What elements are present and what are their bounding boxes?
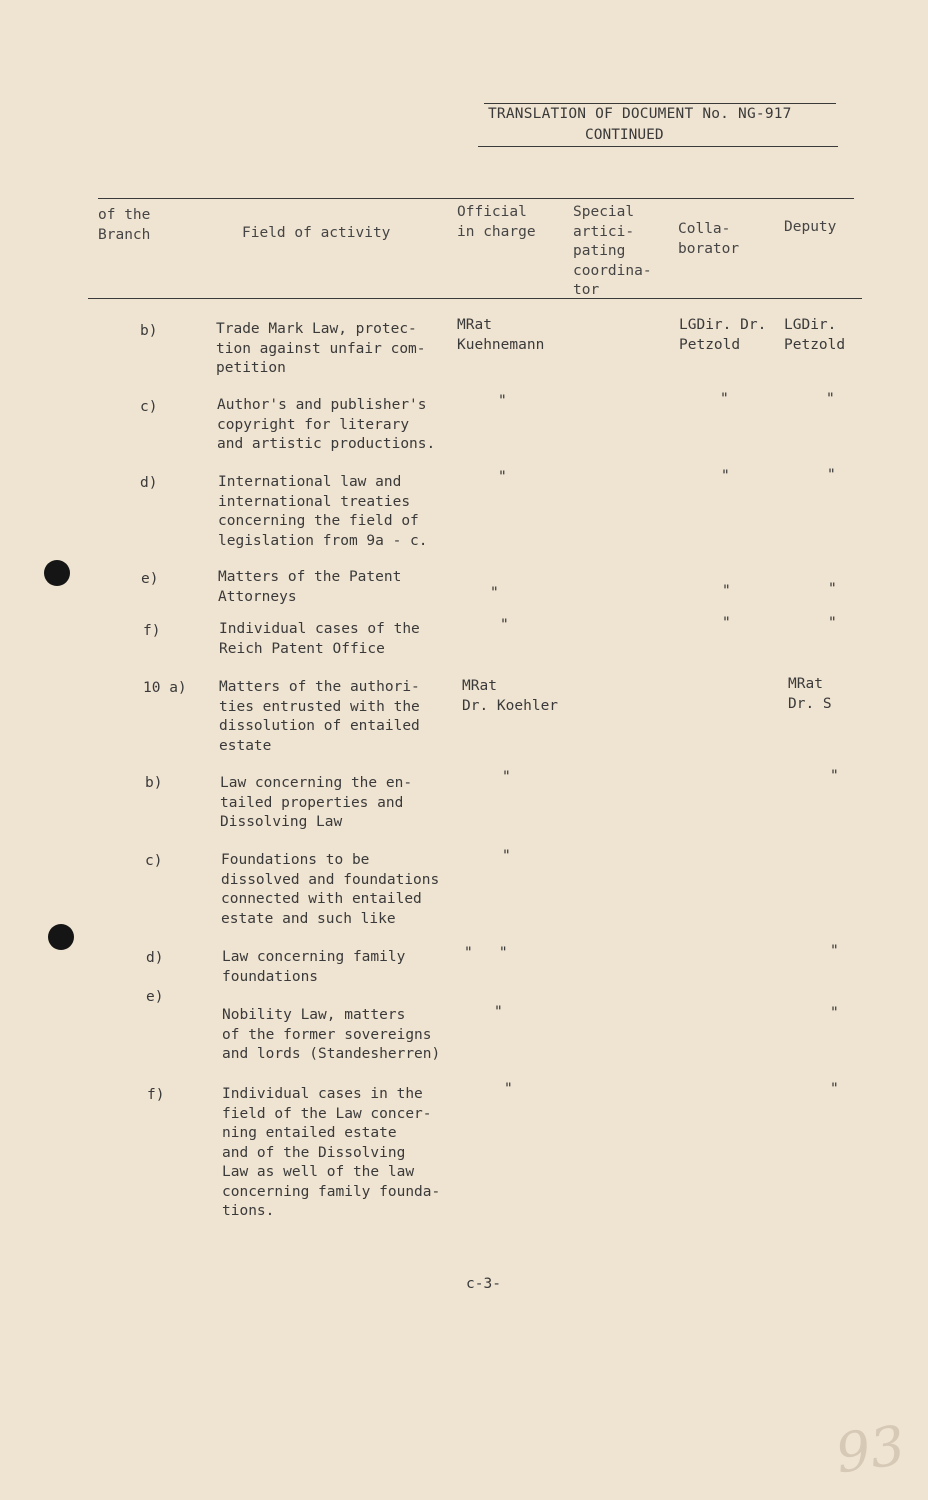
handwritten-folio-number: 93 xyxy=(831,1413,909,1486)
row-collaborator: " xyxy=(721,468,730,484)
row-branch: b) xyxy=(140,323,158,339)
row-branch: d) xyxy=(146,950,164,966)
row-branch: c) xyxy=(140,399,158,415)
row-official: " xyxy=(498,393,507,409)
row-official: MRat Dr. Koehler xyxy=(462,678,559,714)
row-field: Individual cases in the field of the Law concer- ning entailed estate and of the Dissolving Law as well of the law concerning family founda- tions. xyxy=(222,1086,441,1219)
row-deputy: " xyxy=(830,1005,839,1021)
row-deputy: " xyxy=(830,1081,839,1097)
header-field: Field of activity xyxy=(242,225,391,241)
row-official: " " xyxy=(464,945,508,961)
row-deputy: " xyxy=(826,391,835,407)
row-deputy: " xyxy=(830,943,839,959)
row-collaborator: LGDir. Dr. Petzold xyxy=(679,317,767,353)
binder-hole xyxy=(48,924,74,950)
row-branch: b) xyxy=(145,775,163,791)
page-number: c-3- xyxy=(466,1276,501,1292)
row-official: " xyxy=(504,1081,513,1097)
row-official: " xyxy=(498,469,507,485)
row-official: " xyxy=(490,585,499,601)
header-branch: of the Branch xyxy=(98,207,151,243)
row-branch: f) xyxy=(147,1087,165,1103)
row-field: Matters of the Patent Attorneys xyxy=(218,569,402,605)
row-collaborator: " xyxy=(722,583,731,599)
title-bottom-rule xyxy=(478,146,838,147)
header-official: Official in charge xyxy=(457,204,536,240)
header-special: Special artici- pating coordina- tor xyxy=(573,204,652,298)
header-collaborator: Colla- borator xyxy=(678,221,740,257)
document-title: TRANSLATION OF DOCUMENT No. NG-917 xyxy=(488,106,792,122)
row-field: Trade Mark Law, protec- tion against unfair com- petition xyxy=(216,321,426,376)
row-collaborator: " xyxy=(720,391,729,407)
row-branch: 10 a) xyxy=(143,680,187,696)
row-branch: e) xyxy=(141,571,159,587)
row-field: Individual cases of the Reich Patent Office xyxy=(219,621,420,657)
row-deputy: " xyxy=(828,615,837,631)
row-official: " xyxy=(500,617,509,633)
row-field: International law and international treaties concerning the field of legislation from 9a - c. xyxy=(218,474,428,549)
table-header-rule xyxy=(88,298,862,299)
row-field: Author's and publisher's copyright for literary and artistic productions. xyxy=(217,397,436,452)
row-branch: c) xyxy=(145,853,163,869)
row-field: Matters of the authori- ties entrusted with the dissolution of entailed estate xyxy=(219,679,420,754)
row-field: Law concerning family foundations xyxy=(222,949,406,985)
row-deputy: " xyxy=(827,467,836,483)
table-top-rule xyxy=(98,198,854,199)
row-branch: f) xyxy=(143,623,161,639)
row-deputy: MRat Dr. S xyxy=(788,676,832,712)
row-deputy: " xyxy=(828,581,837,597)
binder-hole xyxy=(44,560,70,586)
row-official: " xyxy=(502,848,511,864)
row-deputy: LGDir. Petzold xyxy=(784,317,846,353)
row-field: Nobility Law, matters of the former sovereigns and lords (Standesherren) xyxy=(222,1007,441,1062)
row-official: MRat Kuehnemann xyxy=(457,317,545,353)
header-deputy: Deputy xyxy=(784,219,837,235)
row-collaborator: " xyxy=(722,615,731,631)
row-official: " xyxy=(502,769,511,785)
row-field: Foundations to be dissolved and foundations connected with entailed estate and such like xyxy=(221,852,440,927)
continued-label: CONTINUED xyxy=(585,127,664,143)
title-top-rule xyxy=(484,103,836,104)
row-branch: e) xyxy=(146,989,164,1005)
row-branch: d) xyxy=(140,475,158,491)
row-official: " xyxy=(494,1004,503,1020)
row-deputy: " xyxy=(830,768,839,784)
row-field: Law concerning the en- tailed properties and Dissolving Law xyxy=(220,775,413,830)
